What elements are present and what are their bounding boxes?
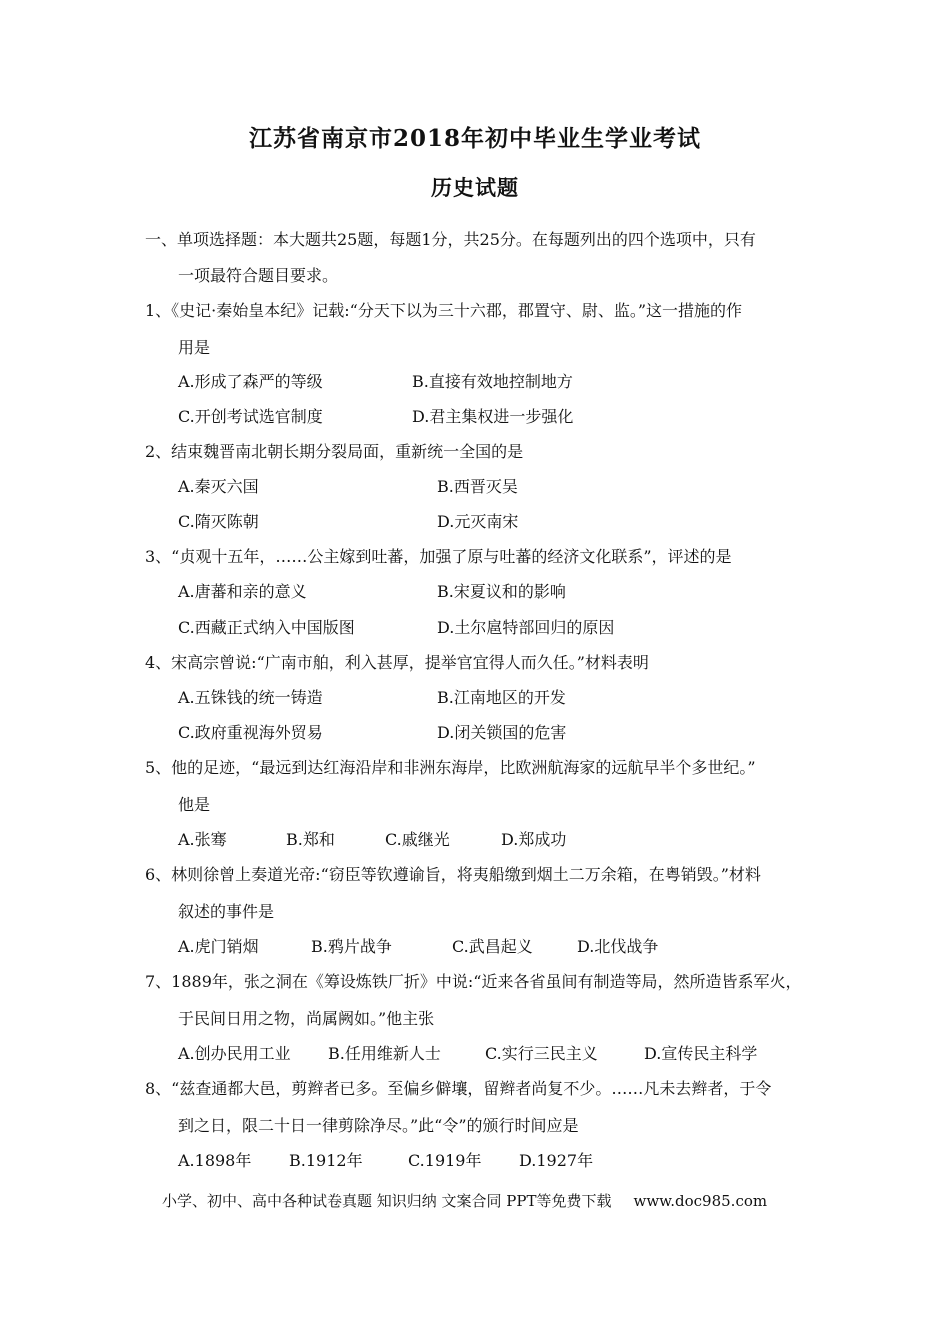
question-4-option-d: D.闭关锁国的危害 [437,723,567,742]
question-1-option-a: A.形成了森严的等级 [178,372,323,391]
question-8-option-c: C.1919年 [408,1151,482,1170]
question-3-option-a: A.唐蕃和亲的意义 [178,582,307,601]
page-footer [162,1190,767,1212]
question-6-option-a: A.虎门销烟 [178,937,259,956]
question-7-stem-line-1: 7、1889年，张之洞在《筹设炼铁厂折》中说:“近来各省虽间有制造等局，然所造皆系军火， [145,972,802,991]
question-4-option-b: B.江南地区的开发 [437,688,566,707]
question-3-option-d: D.土尔扈特部回归的原因 [437,618,615,637]
question-5-option-a: A.张骞 [178,830,227,849]
question-1-option-d: D.君主集权进一步强化 [412,407,574,426]
question-5-stem-line-1: 5、他的足迹，“最远到达红海沿岸和非洲东海岸，比欧洲航海家的远航早半个多世纪。” [145,758,756,777]
question-8-option-d: D.1927年 [519,1151,594,1170]
question-5-option-b: B.郑和 [286,830,335,849]
section-instructions-line-2: 一项最符合题目要求。 [178,266,339,285]
question-3-option-c: C.西藏正式纳入中国版图 [178,618,355,637]
footer-url-link[interactable]: www.doc985.com [633,1192,768,1210]
question-1-option-b: B.直接有效地控制地方 [412,372,573,391]
question-7-option-b: B.任用维新人士 [328,1044,441,1063]
question-5-stem-line-2: 他是 [178,795,211,814]
question-2-option-d: D.元灭南宋 [437,512,519,531]
question-3-stem: 3、“贞观十五年，……公主嫁到吐蕃，加强了原与吐蕃的经济文化联系”，评述的是 [145,547,732,566]
question-1-option-c: C.开创考试选官制度 [178,407,323,426]
question-2-option-a: A.秦灭六国 [178,477,259,496]
question-6-option-b: B.鸦片战争 [311,937,392,956]
question-4-option-a: A.五铢钱的统一铸造 [178,688,323,707]
question-8-option-a: A.1898年 [178,1151,252,1170]
question-2-option-b: B.西晋灭吴 [437,477,518,496]
question-6-option-d: D.北伐战争 [577,937,659,956]
question-7-option-c: C.实行三民主义 [485,1044,598,1063]
question-4-option-c: C.政府重视海外贸易 [178,723,323,742]
question-8-stem-line-1: 8、“兹查通都大邑，剪辫者已多。至偏乡僻壤，留辫者尚复不少。……凡未去辫者，于令 [145,1079,772,1098]
question-5-option-c: C.戚继光 [385,830,450,849]
question-4-stem: 4、宋高宗曾说:“广南市舶，利入甚厚，提举官宜得人而久任。”材料表明 [145,653,649,672]
question-7-stem-line-2: 于民间日用之物，尚属阙如。”他主张 [178,1009,435,1028]
question-6-stem-line-2: 叙述的事件是 [178,902,275,921]
question-8-stem-line-2: 到之日，限二十日一律剪除净尽。”此“令”的颁行时间应是 [178,1116,579,1135]
footer-text: 小学、初中、高中各种试卷真题 知识归纳 文案合同 PPT等免费下载 [162,1192,612,1210]
question-7-option-d: D.宣传民主科学 [644,1044,758,1063]
question-2-option-c: C.隋灭陈朝 [178,512,259,531]
question-6-stem-line-1: 6、林则徐曾上奏道光帝:“窃臣等钦遵谕旨，将夷船缴到烟土二万余箱，在粤销毁。”材料 [145,865,761,884]
question-6-option-c: C.武昌起义 [452,937,533,956]
question-7-option-a: A.创办民用工业 [178,1044,291,1063]
question-2-stem: 2、结束魏晋南北朝长期分裂局面，重新统一全国的是 [145,442,524,461]
question-1-stem-line-2: 用是 [178,338,211,357]
question-5-option-d: D.郑成功 [501,830,567,849]
question-1-stem-line-1: 1、《史记·秦始皇本纪》记载:“分天下以为三十六郡，郡置守、尉、监。”这一措施的作 [145,301,743,320]
question-8-option-b: B.1912年 [289,1151,363,1170]
section-instructions-line-1: 一、单项选择题：本大题共25题，每题1分，共25分。在每题列出的四个选项中，只有 [145,230,756,249]
page-subtitle: 历史试题 [431,175,519,200]
question-3-option-b: B.宋夏议和的影响 [437,582,566,601]
page-title: 江苏省南京市2018年初中毕业生学业考试 [248,125,701,152]
